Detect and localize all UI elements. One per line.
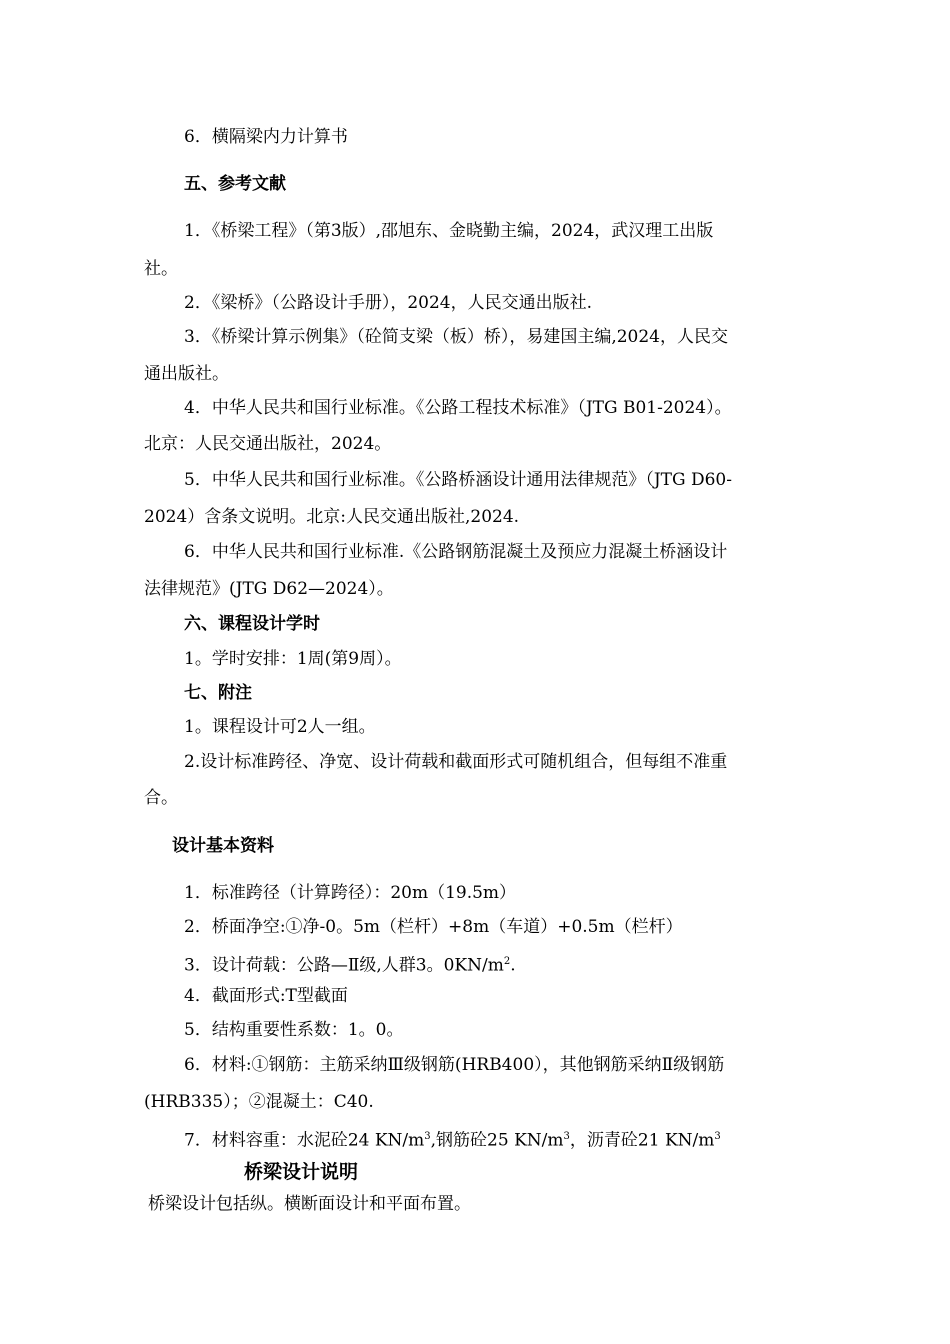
item-text: ,钢筋砼25 KN/m: [430, 1130, 564, 1151]
reference-item: 3．《桥梁计算示例集》（砼简支梁（板）桥），易建国主编,2024，人民交: [184, 327, 728, 347]
item-text: 3．设计荷载：公路—Ⅱ级,人群3。0KN/m: [184, 955, 504, 976]
list-item: 6．材料:①钢筋：主筋采纳Ⅲ级钢筋(HRB400），其他钢筋采纳Ⅱ级钢筋: [184, 1055, 725, 1075]
item-text: .: [510, 955, 516, 976]
superscript: 2: [503, 956, 511, 967]
superscript: 3: [563, 1131, 570, 1142]
reference-item: 1．《桥梁工程》（第3版）,邵旭东、金晓勤主编，2024，武汉理工出版: [184, 221, 714, 241]
reference-item: 6．中华人民共和国行业标准.《公路钢筋混凝土及预应力混凝土桥涵设计: [184, 542, 728, 562]
item-text: 7．材料容重：水泥砼24 KN/m: [184, 1130, 425, 1151]
list-item: 2.设计标准跨径、净宽、设计荷载和截面形式可随机组合，但每组不准重: [184, 752, 728, 772]
document-subtitle: 桥梁设计说明: [244, 1161, 359, 1183]
reference-item: 5．中华人民共和国行业标准。《公路桥涵设计通用法律规范》（JTG D60-: [184, 470, 732, 490]
list-item: 1。学时安排：1周(第9周）。: [184, 649, 402, 669]
reference-item-continuation: 通出版社。: [144, 364, 229, 384]
reference-item-continuation: 法律规范》(JTG D62—2024）。: [144, 579, 394, 599]
reference-item-continuation: 北京：人民交通出版社，2024。: [144, 434, 392, 454]
list-item: 1．标准跨径（计算跨径）：20m（19.5m）: [184, 883, 517, 903]
reference-item-continuation: 2024）含条文说明。北京:人民交通出版社,2024.: [144, 507, 520, 527]
list-item-continuation: 合。: [144, 788, 178, 808]
reference-item-continuation: 社。: [144, 259, 178, 279]
reference-item: 2．《梁桥》（公路设计手册），2024，人民交通出版社.: [184, 293, 592, 313]
list-item: [184, 952, 516, 976]
item-text: ，沥青砼21 KN/m: [569, 1130, 715, 1151]
list-item: 1。课程设计可2人一组。: [184, 717, 376, 737]
list-item-continuation: (HRB335）；②混凝土：C40.: [144, 1092, 374, 1112]
list-item: 5．结构重要性系数：1。0。: [184, 1020, 404, 1040]
section-heading: 六、课程设计学时: [184, 614, 320, 634]
list-item: 2．桥面净空:①净-0。5m（栏杆）+8m（车道）+0.5m（栏杆）: [184, 917, 683, 937]
list-item: 4．截面形式:T型截面: [184, 986, 348, 1006]
reference-item: 4．中华人民共和国行业标准。《公路工程技术标准》（JTG B01-2024）。: [184, 398, 732, 418]
list-item: 6．横隔梁内力计算书: [184, 127, 348, 147]
section-heading: 七、附注: [184, 683, 252, 703]
superscript: 3: [714, 1131, 721, 1142]
paragraph: 桥梁设计包括纵。横断面设计和平面布置。: [148, 1194, 471, 1214]
section-heading: 五、参考文献: [184, 174, 286, 194]
superscript: 3: [424, 1131, 431, 1142]
section-heading: 设计基本资料: [172, 836, 274, 856]
list-item: [184, 1127, 721, 1151]
